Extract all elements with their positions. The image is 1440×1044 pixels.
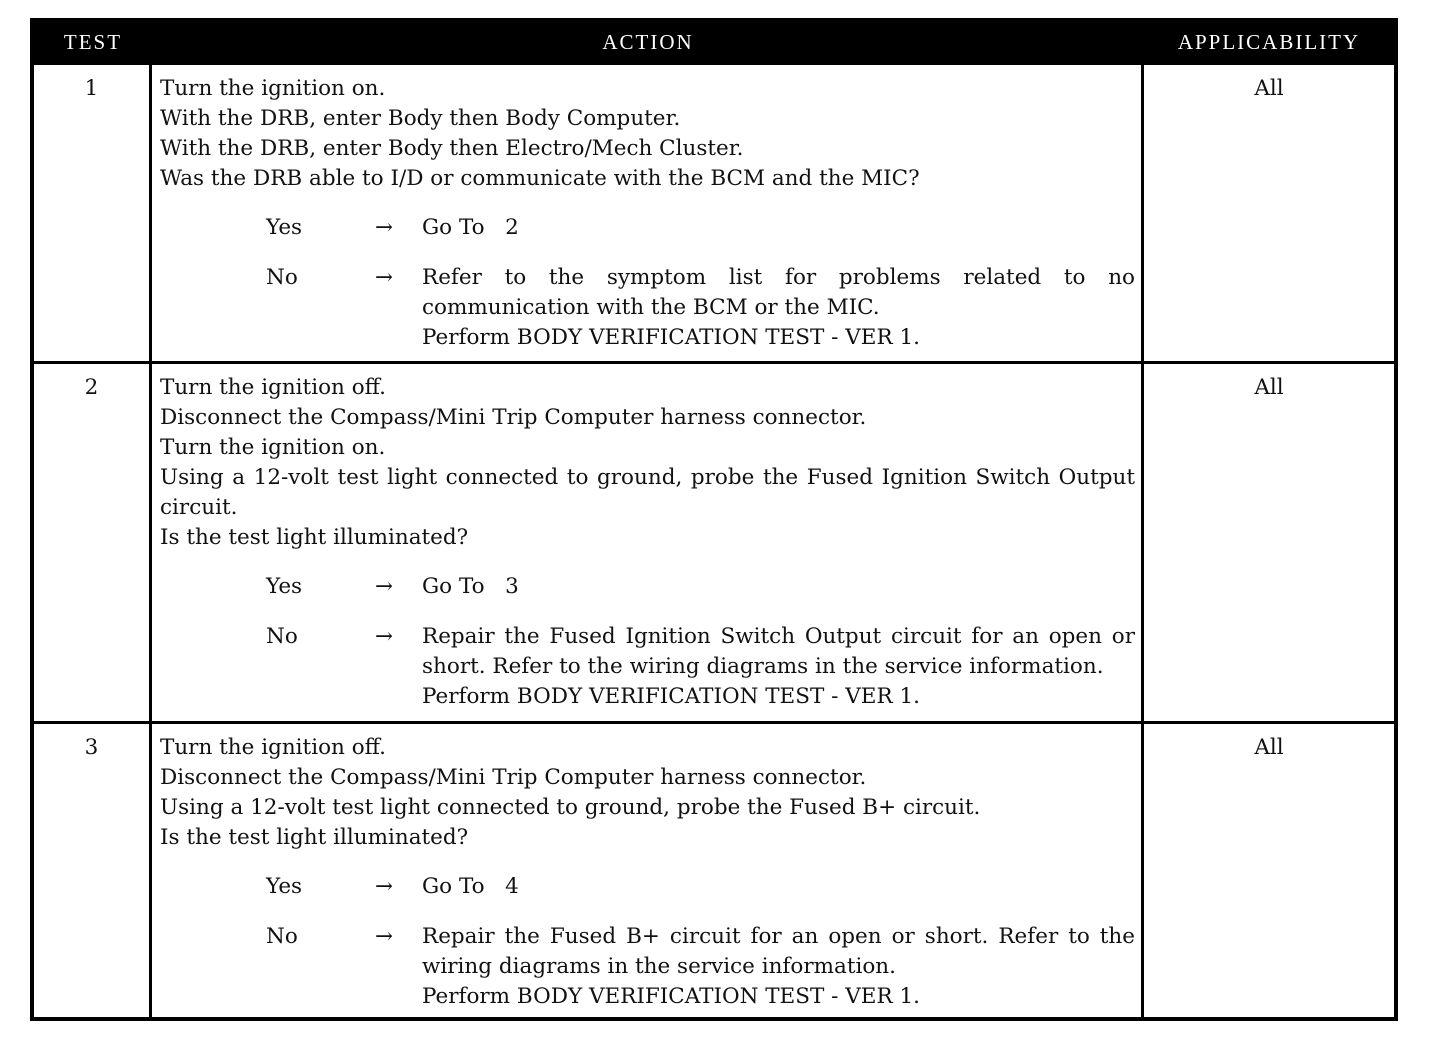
action-step: Using a 12-volt test light connected to ground, probe the Fused B+ circuit. bbox=[160, 795, 981, 820]
yes-result bbox=[422, 572, 1135, 602]
result-line: Perform BODY VERIFICATION TEST - VER 1. bbox=[422, 984, 921, 1009]
action-step: Disconnect the Compass/Mini Trip Computer harness connector. bbox=[160, 405, 867, 430]
yes-branch bbox=[266, 572, 1135, 602]
no-branch bbox=[266, 263, 1142, 353]
test-number: 1 bbox=[34, 62, 152, 361]
no-result bbox=[422, 922, 1142, 1012]
header-action: ACTION bbox=[152, 22, 1144, 62]
action-cell bbox=[152, 721, 1144, 1017]
action-step: Was the DRB able to I/D or communicate with the BCM and the MIC? bbox=[160, 166, 920, 191]
result-line: Refer to the symptom list for problems related to no communication with the BCM or the MIC. bbox=[422, 265, 1142, 320]
applicability-value: All bbox=[1144, 361, 1394, 721]
no-result bbox=[422, 263, 1142, 353]
result-line: Perform BODY VERIFICATION TEST - VER 1. bbox=[422, 325, 921, 350]
yes-result bbox=[422, 213, 1135, 243]
test-number: 3 bbox=[34, 721, 152, 1017]
action-step: With the DRB, enter Body then Electro/Mech Cluster. bbox=[160, 136, 744, 161]
action-step: Turn the ignition on. bbox=[160, 76, 386, 101]
action-step: With the DRB, enter Body then Body Computer. bbox=[160, 106, 681, 131]
result-line: Repair the Fused Ignition Switch Output circuit for an open or short. Refer to the wiring diagrams in the service information. bbox=[422, 624, 1142, 679]
right-arrow-icon: → bbox=[375, 874, 394, 899]
no-label: No bbox=[266, 624, 298, 649]
diagnostic-test-table bbox=[30, 18, 1398, 1021]
action-step: Turn the ignition on. bbox=[160, 435, 386, 460]
yes-branch bbox=[266, 872, 1135, 902]
result-line: Perform BODY VERIFICATION TEST - VER 1. bbox=[422, 684, 921, 709]
no-label: No bbox=[266, 265, 298, 290]
answer-choices bbox=[160, 872, 1142, 1012]
right-arrow-icon: → bbox=[375, 574, 394, 599]
no-branch bbox=[266, 622, 1142, 712]
action-step: Is the test light illuminated? bbox=[160, 525, 469, 550]
no-result bbox=[422, 622, 1142, 712]
action-step: Using a 12-volt test light connected to ground, probe the Fused Ignition Switch Output circuit. bbox=[160, 465, 1135, 520]
action-step: Disconnect the Compass/Mini Trip Computer harness connector. bbox=[160, 765, 867, 790]
action-cell bbox=[152, 361, 1144, 721]
test-number: 2 bbox=[34, 361, 152, 721]
right-arrow-icon: → bbox=[375, 215, 394, 240]
yes-label: Yes bbox=[266, 574, 303, 599]
no-branch bbox=[266, 922, 1142, 1012]
yes-label: Yes bbox=[266, 874, 303, 899]
result-line: Go To 4 bbox=[422, 874, 519, 899]
result-line: Repair the Fused B+ circuit for an open or short. Refer to the wiring diagrams in the service information. bbox=[422, 924, 1142, 979]
right-arrow-icon: → bbox=[375, 624, 394, 649]
yes-result bbox=[422, 872, 1135, 902]
answer-choices bbox=[160, 213, 1142, 353]
action-cell bbox=[152, 62, 1144, 361]
action-step: Turn the ignition off. bbox=[160, 735, 386, 760]
yes-branch bbox=[266, 213, 1135, 243]
header-test: TEST bbox=[34, 22, 152, 62]
action-step: Turn the ignition off. bbox=[160, 375, 386, 400]
applicability-value: All bbox=[1144, 62, 1394, 361]
header-applicability: APPLICABILITY bbox=[1144, 22, 1394, 62]
result-line: Go To 3 bbox=[422, 574, 519, 599]
yes-label: Yes bbox=[266, 215, 303, 240]
answer-choices bbox=[160, 572, 1142, 712]
action-step: Is the test light illuminated? bbox=[160, 825, 469, 850]
no-label: No bbox=[266, 924, 298, 949]
right-arrow-icon: → bbox=[375, 265, 394, 290]
right-arrow-icon: → bbox=[375, 924, 394, 949]
applicability-value: All bbox=[1144, 721, 1394, 1017]
result-line: Go To 2 bbox=[422, 215, 519, 240]
